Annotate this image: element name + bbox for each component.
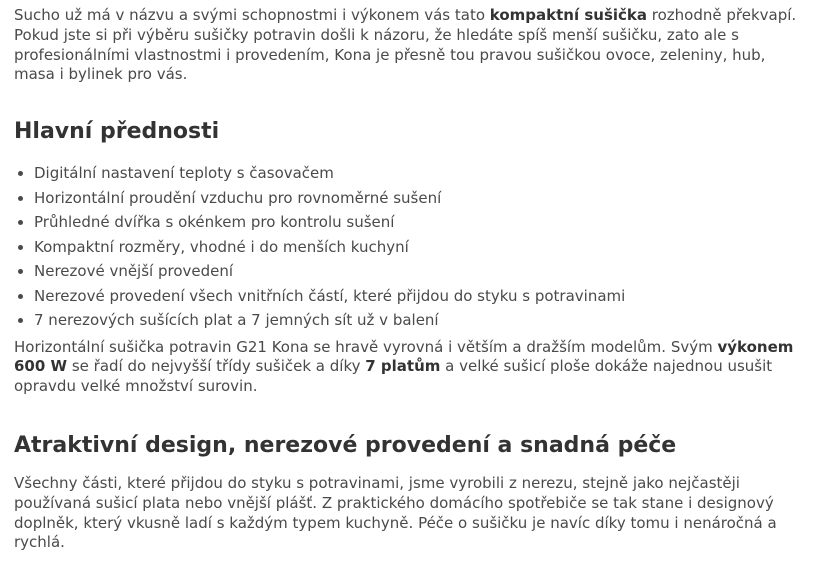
list-item: Digitální nastavení teploty s časovačem	[14, 161, 803, 186]
advantages-list	[14, 161, 803, 333]
advantages-heading: Hlavní přednosti	[14, 119, 220, 145]
list-item: Nerezové provedení všech vnitřních částí, které přijdou do styku s potravinami	[14, 284, 803, 309]
design-paragraph: Všechny části, které přijdou do styku s potravinami, jsme vyrobili z nerezu, stejně jako nejčastěji používaná sušicí plata nebo vnější plášť. Z praktického domácího spotřebiče se tak stane i designový doplněk, který vkusně ladí s každým typem kuchyně. Péče o sušičku je navíc díky tomu i nenáročná a rychlá.	[14, 474, 777, 552]
performance-text-1: Horizontální sušička potravin G21 Kona se hravě vyrovná i větším a dražším modelům. Svým	[14, 337, 718, 356]
intro-text-end: rozhodně překvapí. Pokud jste si při výběru sušičky potravin došli k názoru, že hledáte spíš menší sušičku, zato ale s profesionálními vlastnostmi i provedením, Kona je přesně tou pravou sušičkou ovoce, zeleniny, hub, masa i bylinek pro vás.	[14, 6, 797, 84]
intro-highlight: kompaktní sušička	[489, 6, 648, 24]
design-heading: Atraktivní design, nerezové provedení a snadná péče	[14, 433, 677, 459]
intro-paragraph	[14, 6, 803, 85]
list-item: Horizontální proudění vzduchu pro rovnoměrné sušení	[14, 186, 803, 211]
list-item: Průhledné dvířka s okénkem pro kontrolu sušení	[14, 210, 803, 235]
performance-text-3: a velké sušicí ploše dokáže najednou usušit opravdu velké množství surovin.	[14, 357, 773, 396]
performance-paragraph	[14, 338, 803, 397]
list-item: Kompaktní rozměry, vhodné i do menších kuchyní	[14, 235, 803, 260]
list-item: Nerezové vnější provedení	[14, 259, 803, 284]
performance-text-2: se řadí do nejvyšší třídy sušiček a díky	[67, 357, 366, 376]
intro-text-start: Sucho už má v názvu a svými schopnostmi i výkonem vás tato	[14, 6, 490, 24]
power-highlight: výkonem 600 W	[14, 337, 794, 376]
trays-highlight: 7 platům	[365, 357, 441, 376]
list-item: 7 nerezových sušících plat a 7 jemných sít už v balení	[14, 308, 803, 333]
